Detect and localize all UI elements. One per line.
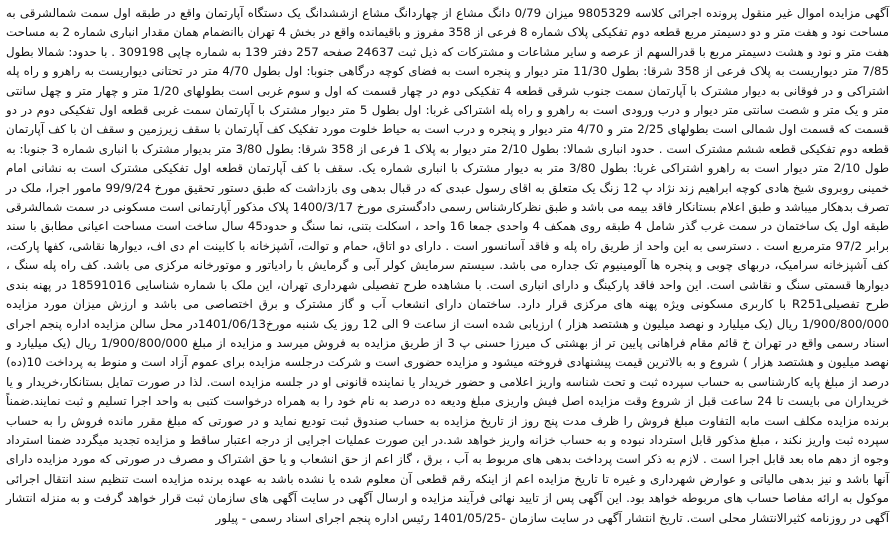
auction-notice-text: آگهی مزایده اموال غیر منقول پرونده اجرائی کلاسه 9805329 میزان 0/79 دانگ مشاع از چهاردانگ مشاع ازششدانگ یک دستگاه آپارتمان واقع در طبقه اول سمت شمالشرقی به مساحت نود و هفت متر و دو دسیمتر مربع قطعه دوم تفکیکی پلاک شماره 8 فرعی از 358 مفروز و باقیمانده واقع در بخش 4 تهران باانضمام همان مقدار انباری شماره 2 به مساحت هفت متر و نود و هشت دسیمتر مربع با قدرالسهم از عرصه و سایر مشاعات و مشترکات که ذیل ثبت 24637 صفحه 257 دفتر 139 به شماره چاپی 309198 . با حدود: شمالا بطول 7/85 متر دیواریست به پلاک فرعی از 358 شرقا: بطول 11/30 متر دیوار و پنجره است به فضای کوچه درگاهی جنوبا: اول بطول 4/70 متر در تحتانی دیواریست به راهرو و راه پله اشتراکی و در فوقانی به دیوار مشترک با آپارتمان سمت جنوب شرقی قطعه 4 تفکیکی دوم در چهار قسمت که اول و سوم غربی است بطولهای 1/20 متر و چهار متر و چهل سانتی متر و یک متر و شصت سانتی متر دیوار و درب ورودی است به راهرو و راه پله اشتراکی غربا: اول بطول 5 متر دیوار مشترک با آپارتمان سمت غربی قطعه اول تفکیکی دوم در دو قسمت که قسمت اول شمالی است بطولهای 2/25 متر و 4/70 متر دیوار و پنجره و درب است به حیاط خلوت مورد تفکیک کف آپارتمان با سقف زیرزمین و سقف ان با کف آپارتمان قطعه دوم تفکیکی قطعه ششم مشترک است . حدود انباری شمالا: بطول 2/10 متر دیوار به پلاک 1 فرعی از 358 شرقا: بطول 3/80 متر بدیوار مشترک با انباری شماره 3 جنوبا: به طول 2/10 متر دیوار است به راهرو اشتراکی غربا: بطول 3/80 متر به دیوار مشترک با انباری شماره یک. سقف با کف آپارتمان قطعه اول تفکیکی مشترک است به نشانی امام خمینی روبروی شیخ هادی کوچه ابراهیم زند نژاد پ 12 زنگ یک متعلق به اقای رسول عبدی که در قبال بدهی وی بازداشت که طبق دستور تحقیق مورخ 99/9/24 مامور اجرا، ملک در تصرف بدهکار میباشد و طبق اعلام بستانکار فاقد بیمه می باشد و طبق نظرکارشناس رسمی دادگستری مورخ 1400/3/17 پلاک مذکور آپارتمانی است مسکونی در سمت شمالشرقی طبقه اول یک ساختمان در سمت غرب گذر شامل 4 طبقه روی همکف 4 واحدی جمعا 16 واحد ، اسکلت بتنی، نما سنگ و حدود45 سال ساخت است مساحت اعیانی مطابق با سند برابر 97/2 مترمربع است . دسترسی به این واحد از طریق راه پله و فاقد آسانسور است . دارای دو اتاق، حمام و توالت، آشپزخانه با کابینت ام دی اف، دیوارها نقاشی، کفها پارکت، کف آشپزخانه سرامیک، دربهای چوبی و پنجره ها آلومینیوم تک جداره می باشد. سیستم سرمایش کولر آبی و گرمایش با رادیاتور و موتورخانه مرکزی می باشد. کف راه پله سنگ ، دیوارها قسمتی سنگ و نقاشی است. این واحد فاقد پارکینگ و دارای انباری است. با مشاهده طرح تفصیلی شهرداری تهران، این ملک با شماره شناسایی 18591016 در پهنه بندی طرح تفصیلیR251 با کاربری مسکونی ویژه پهنه های مرکزی قرار دارد. ساختمان دارای انشعاب آب و گاز مشترک و برق اختصاصی می باشد و ارزش میزان مورد مزایده 1/900/800/000 ریال (یک میلیارد و نهصد میلیون و هشتصد هزار ) ارزیابی شده است از ساعت 9 الی 12 روز یک شنبه مورخ1401/06/13در محل سالن مزایده اداره پنجم اجرای اسناد رسمی واقع در تهران خ قائم مقام فراهانی پایین تر از بهشتی ک میرزا حسنی پ 3 از طریق مزایده به فروش میرسد و مزایده از مبلغ 1/900/800/000 ریال (یک میلیارد و نهصد میلیون و هشتصد هزار ) شروع و به بالاترین قیمت پیشنهادی فروخته میشود و مزایده حضوری است و شرکت درجلسه مزایده برای عموم آزاد است و منوط به پرداخت 10(ده) درصد از مبلغ پایه کارشناسی به حساب سپرده ثبت و تحت شناسه واریز اعلامی و حضور خریدار یا نماینده قانونی او در جلسه مزایده است. لذا در صورت تمایل بستانکار،خریدار و یا خریداران می بایست تا 24 ساعت قبل از شروع وقت مزایده اصل فیش واریزی مبلغ ودیعه ده درصد به نام خود را به همراه درخواست کتبی به واحد اجرا تسلیم و ثبت نمایند.ضمناً برنده مزایده مکلف است مابه التفاوت مبلغ فروش را ظرف مدت پنج روز از تاریخ مزایده به حساب صندوق ثبت تودیع نماید و در صورتی که مبلغ مقرر مانده فروش را به حساب سپرده ثبت واریز نکند ، مبلغ مذکور قابل استرداد نبوده و به حساب خزانه واریز خواهد شد.در این صورت عملیات اجرایی از درجه اعتبار ساقط و مزایده تجدید میگردد ضمنا استرداد وجوه از دهم ماه بعد قابل اجرا است . لازم به ذکر است پرداخت بدهی های مربوط به آب ، برق ، گاز اعم از حق انشعاب و یا حق اشتراک و مصرف در صورتی که مورد مزایده دارای آنها باشد و نیز بدهی مالیاتی و عوارض شهرداری و غیره تا تاریخ مزایده اعم از اینکه رقم قطعی آن معلوم شده یا نشده باشد به عهده برنده مزایده است تنظیم سند انتقال اجرائی موکول به ارائه مفاصا حساب های مربوطه خواهد بود. این آگهی پس از تایید نهائی فرآیند مزایده و ارسال آگهی در سایت آگهی های سازمان ثبت قرار خواهد گرفت و به منزله انتشار آگهی در روزنامه کثیرالانتشار محلی است. تاریخ انتشار آگهی در سایت سازمان -1401/05/25 رئیس اداره پنجم اجرای اسناد رسمی - پیلور — [6, 6, 890, 525]
